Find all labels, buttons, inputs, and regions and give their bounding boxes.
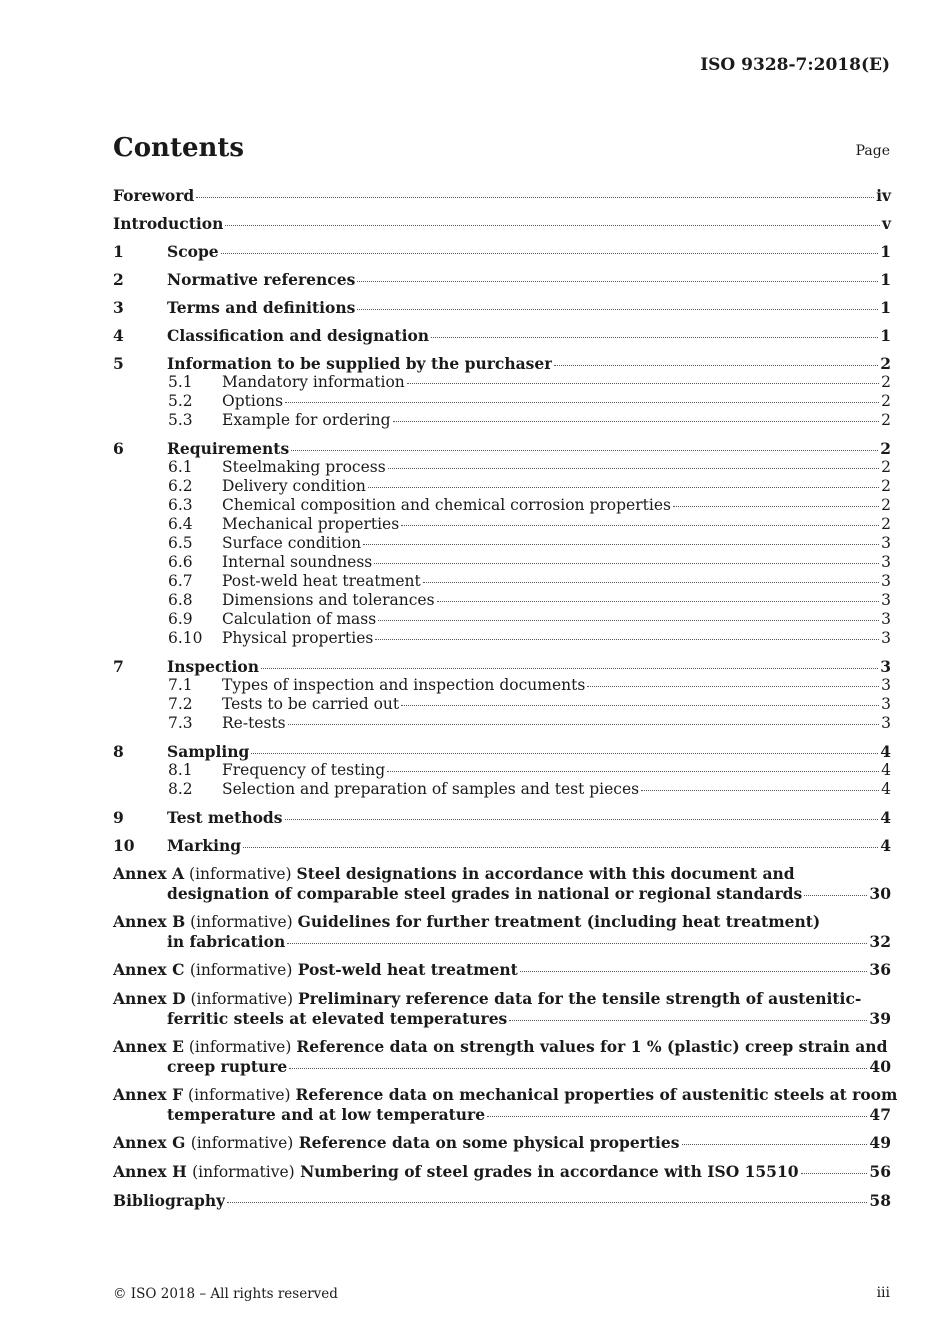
toc-clause[interactable]: [113, 354, 891, 373]
dot-leader: [401, 705, 879, 706]
dot-leader: [431, 337, 878, 338]
toc-page: 30: [869, 884, 891, 903]
toc-title: Mandatory information: [222, 373, 405, 391]
toc-annex[interactable]: [113, 1037, 891, 1076]
toc-foreword[interactable]: [113, 186, 891, 205]
subclause-number: 6.6: [168, 553, 193, 571]
dot-leader: [804, 895, 867, 896]
toc-title: Types of inspection and inspection documents: [222, 676, 586, 694]
toc-title: Information to be supplied by the purchaser: [167, 354, 553, 373]
dot-leader: [554, 365, 878, 366]
annex-label: Annex G: [113, 1133, 186, 1152]
dot-leader: [225, 225, 880, 226]
toc-clause[interactable]: [113, 808, 891, 827]
clause-number: 2: [113, 270, 124, 289]
annex-label: Annex F: [113, 1085, 184, 1104]
toc-subclause[interactable]: [168, 676, 891, 695]
annex-title: Reference data on some physical properties: [298, 1133, 680, 1152]
dot-leader: [368, 487, 879, 488]
toc-subclause[interactable]: [168, 695, 891, 714]
annex-label: Annex E: [113, 1037, 184, 1056]
annex-label: Annex B: [113, 912, 186, 931]
annex-title: Reference data on strength values for 1 % (plastic) creep strain and: [296, 1037, 888, 1056]
toc-title: Internal soundness: [222, 553, 373, 571]
annex-type: (informative): [189, 865, 292, 883]
toc-subclause[interactable]: [168, 780, 891, 799]
subclause-number: 7.3: [168, 714, 193, 732]
annex-title-cont: in fabrication: [167, 932, 286, 951]
toc-page: 3: [881, 591, 891, 609]
annex-second-line: [167, 932, 891, 951]
annex-label: Annex A: [113, 864, 185, 883]
subclause-number: 8.1: [168, 761, 193, 779]
toc-page: 4: [880, 808, 891, 827]
dot-leader: [243, 847, 878, 848]
dot-leader: [196, 197, 874, 198]
toc-page: 3: [881, 534, 891, 552]
toc-title: Sampling: [167, 742, 250, 761]
subclause-number: 6.9: [168, 610, 193, 628]
toc-page: 56: [869, 1162, 891, 1181]
toc-annex[interactable]: [113, 989, 891, 1028]
annex-heading: [113, 1162, 799, 1182]
toc-title: Physical properties: [222, 629, 374, 647]
toc-page: 1: [880, 326, 891, 345]
toc-page: 2: [881, 373, 891, 391]
dot-leader: [288, 724, 880, 725]
annex-label: Annex C: [113, 960, 185, 979]
toc-title: Re-tests: [222, 714, 286, 732]
toc-page: 1: [880, 298, 891, 317]
dot-leader: [387, 771, 879, 772]
toc-page: 4: [880, 836, 891, 855]
subclause-number: 6.2: [168, 477, 193, 495]
toc-subclause[interactable]: [168, 515, 891, 534]
contents-title: Contents: [113, 133, 245, 163]
toc-clause[interactable]: [113, 836, 891, 855]
clause-number: 1: [113, 242, 124, 261]
toc-annex[interactable]: [113, 1085, 898, 1124]
subclause-number: 7.1: [168, 676, 193, 694]
toc-title: Steelmaking process: [222, 458, 386, 476]
toc-title: Bibliography: [113, 1191, 226, 1210]
dot-leader: [357, 309, 878, 310]
dot-leader: [509, 1020, 867, 1021]
toc-page: v: [881, 214, 891, 233]
toc-subclause[interactable]: [168, 477, 891, 496]
toc-title: Terms and definitions: [167, 298, 356, 317]
dot-leader: [393, 421, 880, 422]
toc-subclause[interactable]: [168, 591, 891, 610]
toc-title: Example for ordering: [222, 411, 391, 429]
dot-leader: [287, 943, 867, 944]
subclause-number: 6.8: [168, 591, 193, 609]
toc-page: 49: [869, 1133, 891, 1152]
toc-title: Dimensions and tolerances: [222, 591, 435, 609]
dot-leader: [221, 253, 879, 254]
toc-page: 4: [880, 742, 891, 761]
toc-page: 3: [881, 572, 891, 590]
toc-page: 47: [869, 1105, 891, 1124]
toc-clause[interactable]: [113, 270, 891, 289]
subclause-number: 7.2: [168, 695, 193, 713]
dot-leader: [227, 1202, 867, 1203]
dot-leader: [437, 601, 880, 602]
toc-title: Scope: [167, 242, 219, 261]
toc-page: 4: [881, 761, 891, 779]
dot-leader: [388, 468, 879, 469]
clause-number: 8: [113, 742, 124, 761]
annex-title: Steel designations in accordance with this document and: [296, 864, 795, 883]
toc-page: 3: [881, 610, 891, 628]
annex-heading: [113, 960, 518, 980]
toc-annex[interactable]: [113, 864, 891, 903]
toc-page: 3: [881, 695, 891, 713]
toc-annex[interactable]: [113, 1162, 891, 1182]
toc-subclause[interactable]: [168, 610, 891, 629]
copyright-notice: © ISO 2018 – All rights reserved: [113, 1286, 338, 1302]
annex-first-line: [113, 864, 891, 884]
toc-clause[interactable]: [113, 742, 891, 761]
annex-type: (informative): [188, 1086, 291, 1104]
dot-leader: [487, 1116, 867, 1117]
subclause-number: 6.10: [168, 629, 203, 647]
subclause-number: 6.7: [168, 572, 193, 590]
toc-title: Chemical composition and chemical corrosion properties: [222, 496, 671, 514]
toc-title: Marking: [167, 836, 242, 855]
dot-leader: [423, 582, 879, 583]
page-number: iii: [876, 1285, 890, 1301]
toc-title: Frequency of testing: [222, 761, 386, 779]
toc-page: 2: [881, 458, 891, 476]
toc-title: Calculation of mass: [222, 610, 377, 628]
toc-title: Post-weld heat treatment: [222, 572, 421, 590]
toc-subclause[interactable]: [168, 761, 891, 780]
annex-title: Post-weld heat treatment: [297, 960, 518, 979]
annex-first-line: [113, 1037, 891, 1057]
toc-page: 1: [880, 242, 891, 261]
annex-title: Preliminary reference data for the tensile strength of austenitic-: [297, 989, 862, 1008]
toc-title: Surface condition: [222, 534, 362, 552]
dot-leader: [291, 450, 878, 451]
subclause-number: 5.3: [168, 411, 193, 429]
dot-leader: [673, 506, 879, 507]
toc-clause[interactable]: [113, 326, 891, 345]
toc-page: 2: [880, 439, 891, 458]
dot-leader: [251, 753, 878, 754]
clause-number: 3: [113, 298, 124, 317]
annex-title-cont: ferritic steels at elevated temperatures: [167, 1009, 508, 1028]
clause-number: 7: [113, 657, 124, 676]
subclause-number: 6.4: [168, 515, 193, 533]
dot-leader: [285, 402, 879, 403]
toc-page: 4: [881, 780, 891, 798]
dot-leader: [641, 790, 879, 791]
toc-annex[interactable]: [113, 912, 891, 951]
subclause-number: 5.2: [168, 392, 193, 410]
toc-page: 2: [881, 477, 891, 495]
annex-title-cont: creep rupture: [167, 1057, 288, 1076]
toc-clause[interactable]: [113, 657, 891, 676]
clause-number: 5: [113, 354, 124, 373]
dot-leader: [363, 544, 879, 545]
dot-leader: [682, 1144, 868, 1145]
toc-clause[interactable]: [113, 439, 891, 458]
toc-page: 2: [881, 515, 891, 533]
dot-leader: [289, 1068, 867, 1069]
annex-second-line: [167, 1009, 891, 1028]
dot-leader: [801, 1173, 868, 1174]
annex-first-line: [113, 912, 891, 932]
annex-second-line: [167, 1057, 891, 1076]
annex-first-line: [113, 1085, 898, 1105]
toc-title: Introduction: [113, 214, 224, 233]
toc-page: 3: [881, 676, 891, 694]
annex-label: Annex D: [113, 989, 186, 1008]
subclause-number: 8.2: [168, 780, 193, 798]
dot-leader: [378, 620, 879, 621]
toc-subclause[interactable]: [168, 572, 891, 591]
toc-title: Requirements: [167, 439, 290, 458]
toc-page: 2: [881, 392, 891, 410]
toc-annex[interactable]: [113, 1133, 891, 1153]
clause-number: 9: [113, 808, 124, 827]
toc-title: Options: [222, 392, 284, 410]
dot-leader: [401, 525, 879, 526]
annex-type: (informative): [188, 1038, 292, 1056]
toc-page: 2: [880, 354, 891, 373]
subclause-number: 6.1: [168, 458, 193, 476]
toc-title: Selection and preparation of samples and test pieces: [222, 780, 640, 798]
toc-title: Classification and designation: [167, 326, 430, 345]
dot-leader: [587, 686, 879, 687]
dot-leader: [407, 383, 879, 384]
toc-title: Tests to be carried out: [222, 695, 400, 713]
dot-leader: [261, 668, 878, 669]
toc-title: Test methods: [167, 808, 283, 827]
toc-title: Normative references: [167, 270, 356, 289]
toc-subclause[interactable]: [168, 629, 891, 648]
page-column-label: Page: [855, 143, 890, 159]
toc-page: 2: [881, 496, 891, 514]
toc-subclause[interactable]: [168, 714, 891, 733]
toc-page: 32: [869, 932, 891, 951]
toc-annex[interactable]: [113, 960, 891, 980]
toc-page: 58: [869, 1191, 891, 1210]
annex-type: (informative): [189, 961, 293, 979]
toc-clause[interactable]: [113, 298, 891, 317]
toc-clause[interactable]: [113, 242, 891, 261]
toc-page: 2: [881, 411, 891, 429]
annex-label: Annex H: [113, 1162, 187, 1181]
toc-page: 1: [880, 270, 891, 289]
annex-type: (informative): [190, 1134, 294, 1152]
toc-subclause[interactable]: [168, 373, 891, 392]
annex-first-line: [113, 989, 891, 1009]
toc-page: 3: [881, 629, 891, 647]
toc-title: Delivery condition: [222, 477, 366, 495]
toc-page: 3: [881, 714, 891, 732]
toc-subclause[interactable]: [168, 411, 891, 430]
dot-leader: [375, 639, 879, 640]
annex-title: Reference data on mechanical properties of austenitic steels at room: [295, 1085, 898, 1104]
toc-subclause[interactable]: [168, 392, 891, 411]
toc-page: 40: [869, 1057, 891, 1076]
subclause-number: 5.1: [168, 373, 193, 391]
toc-subclause[interactable]: [168, 496, 891, 515]
clause-number: 10: [113, 836, 135, 855]
toc-page: 39: [869, 1009, 891, 1028]
toc-title: Foreword: [113, 186, 195, 205]
subclause-number: 6.5: [168, 534, 193, 552]
toc-title: Mechanical properties: [222, 515, 400, 533]
toc-subclause[interactable]: [168, 458, 891, 477]
dot-leader: [357, 281, 878, 282]
toc-page: 36: [869, 960, 891, 979]
toc-subclause[interactable]: [168, 553, 891, 572]
toc-title: Inspection: [167, 657, 260, 676]
toc-page: 3: [881, 553, 891, 571]
toc-bibliography[interactable]: [113, 1191, 891, 1210]
annex-title-cont: designation of comparable steel grades in national or regional standards: [167, 884, 803, 903]
annex-title: Numbering of steel grades in accordance with ISO 15510: [300, 1162, 799, 1181]
document-id: ISO 9328-7:2018(E): [700, 55, 890, 75]
clause-number: 4: [113, 326, 124, 345]
toc-subclause[interactable]: [168, 534, 891, 553]
dot-leader: [374, 563, 879, 564]
clause-number: 6: [113, 439, 124, 458]
annex-second-line: [167, 1105, 891, 1124]
annex-type: (informative): [190, 990, 294, 1008]
annex-type: (informative): [190, 913, 293, 931]
annex-title-cont: temperature and at low temperature: [167, 1105, 486, 1124]
subclause-number: 6.3: [168, 496, 193, 514]
dot-leader: [520, 971, 868, 972]
annex-second-line: [167, 884, 891, 903]
annex-heading: [113, 1133, 680, 1153]
toc-page: 3: [880, 657, 891, 676]
dot-leader: [285, 819, 879, 820]
annex-type: (informative): [192, 1163, 295, 1181]
toc-introduction[interactable]: [113, 214, 891, 233]
toc-page: iv: [876, 186, 891, 205]
annex-title: Guidelines for further treatment (including heat treatment): [297, 912, 821, 931]
table-of-contents: [113, 186, 898, 1210]
